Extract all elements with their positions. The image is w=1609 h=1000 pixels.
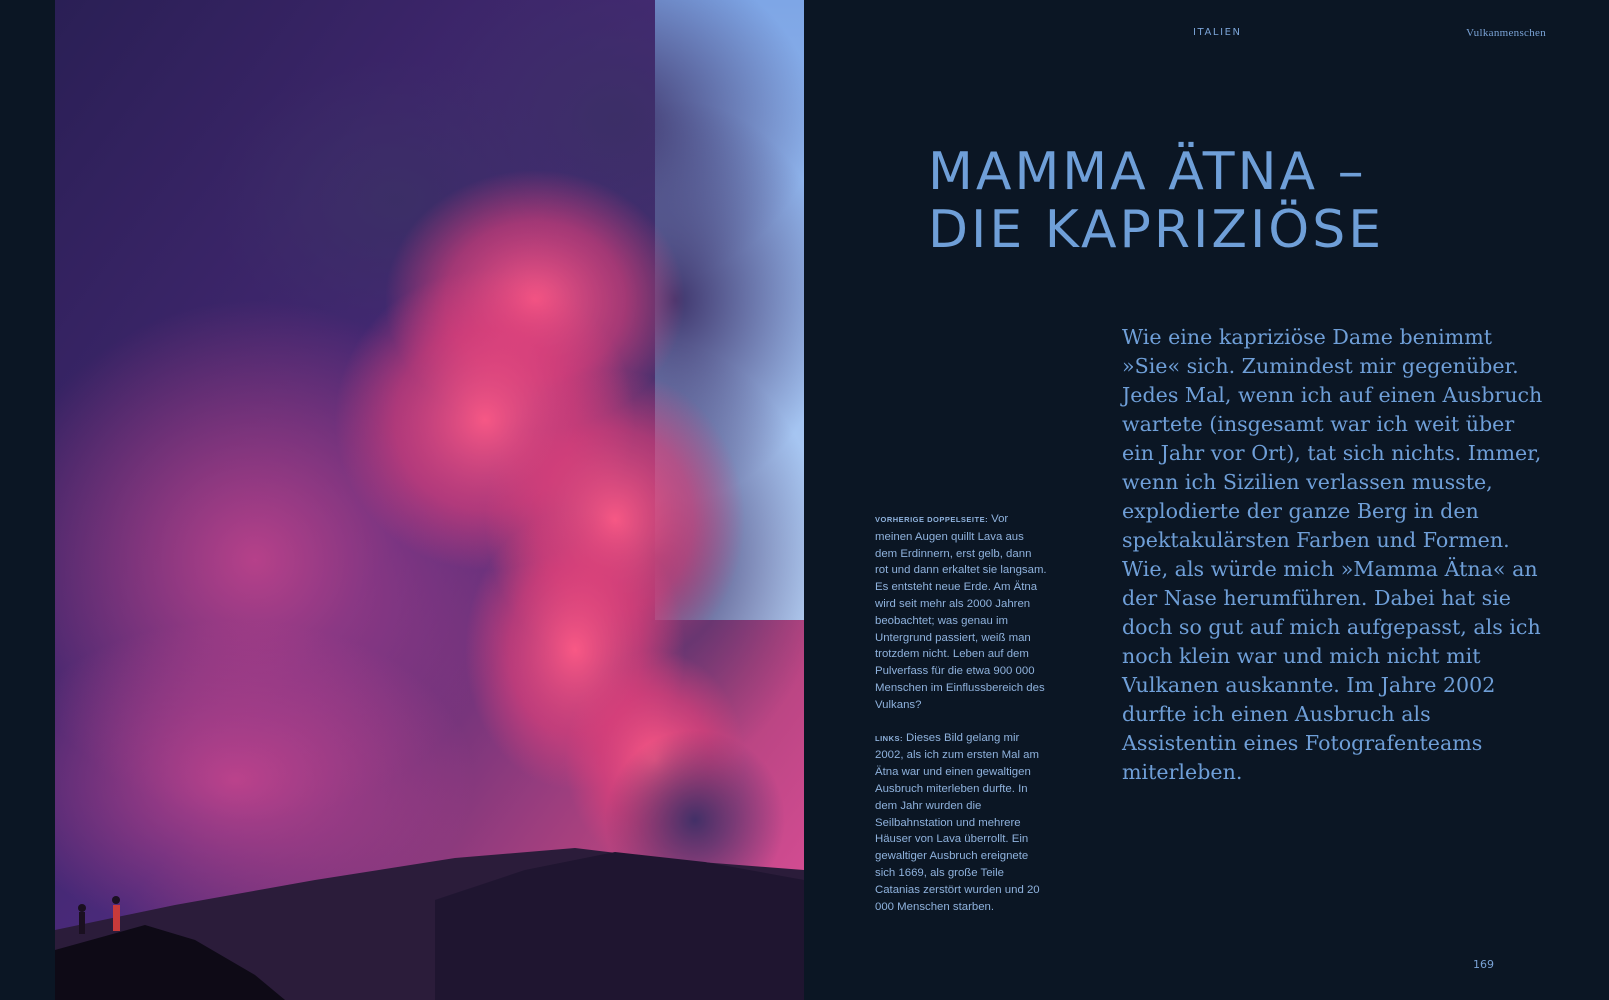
caption-text: Vor meinen Augen quillt Lava aus dem Erdinnern, erst gelb, dann rot und dann erkaltet sie langsam. Es entsteht neue Erde. Am Ätna wird seit mehr als 2000 Jahren beobachtet; was genau im Untergrund passiert, weiß man trotzdem nicht. Leben auf dem Pulverfass für die etwa 900 000 Menschen im Einflussbereich des Vulkans?	[875, 513, 1047, 711]
headline-line-1: MAMMA ÄTNA –	[928, 142, 1367, 202]
caption-lead: VORHERIGE DOPPELSEITE:	[875, 515, 989, 524]
running-head-section: ITALIEN	[1193, 27, 1242, 38]
caption-left-photo	[875, 730, 1047, 916]
page-number: 169	[1473, 958, 1494, 971]
running-head-chapter: Vulkanmenschen	[1466, 27, 1546, 39]
caption-previous-spread	[875, 511, 1047, 714]
article-intro-text: Wie eine kapriziöse Dame benimmt »Sie« sich. Zumindest mir gegenüber. Jedes Mal, wenn ich auf einen Ausbruch wartete (insgesamt war ich weit über ein Jahr vor Ort), tat sich nichts. Immer, wenn ich Sizilien verlassen musste, explodierte der ganze Berg in den spektakulärsten Farben und Formen. Wie, als würde mich »Mamma Ätna« an der Nase herumführen. Dabei hat sie doch so gut auf mich aufgepasst, als ich noch klein war und mich nicht mit Vulkanen auskannte. Im Jahre 2002 durfte ich einen Ausbruch als Assistentin eines Fotografenteams miterleben.	[1122, 325, 1543, 784]
headline-line-2: DIE KAPRIZIÖSE	[928, 200, 1385, 260]
photo-captions	[875, 511, 1047, 931]
caption-lead: LINKS:	[875, 733, 903, 743]
etna-eruption-photo	[55, 0, 804, 1000]
article-headline	[928, 143, 1488, 259]
caption-text: Dieses Bild gelang mir 2002, als ich zum ersten Mal am Ätna war und einen gewaltigen Ausbruch miterleben durfte. In dem Jahr wurden die Seilbahnstation und mehrere Häuser von Lava überrollt. Ein gewaltiger Ausbruch ereignete sich 1669, als große Teile Catanias zerstört wurden und 20 000 Menschen starben.	[875, 731, 1040, 913]
